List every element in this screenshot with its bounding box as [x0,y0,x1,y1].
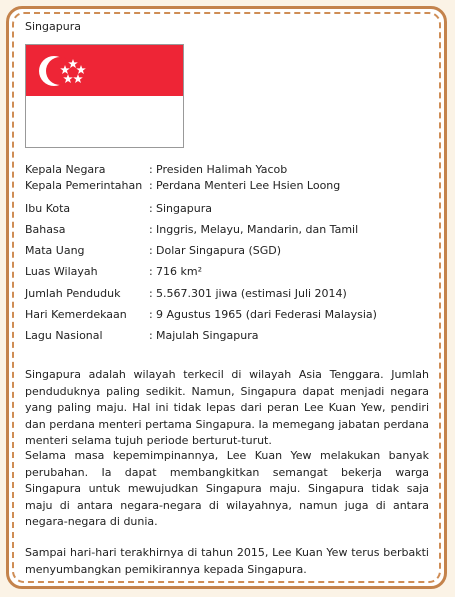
fact-separator: : [149,329,153,342]
fact-key: Ibu Kota [25,202,71,215]
fact-separator: : [149,179,153,192]
country-title: Singapura [25,20,81,33]
fact-value: Inggris, Melayu, Mandarin, dan Tamil [156,223,359,236]
fact-key: Luas Wilayah [25,265,98,278]
fact-separator: : [149,163,153,176]
paragraph-legacy: Sampai hari-hari terakhirnya di tahun 2015, Lee Kuan Yew terus berbakti menyumbangkan pemikirannya kepada Singapura. [25,546,429,576]
fact-value: 716 km² [156,265,202,278]
fact-key: Kepala Negara [25,163,106,176]
fact-key: Kepala Pemerintahan [25,179,143,192]
fact-value: 5.567.301 jiwa (estimasi Juli 2014) [156,287,347,300]
fact-separator: : [149,244,153,257]
fact-key: Lagu Nasional [25,329,103,342]
fact-key: Hari Kemerdekaan [25,308,127,321]
fact-separator: : [149,223,153,236]
fact-value: 9 Agustus 1965 (dari Federasi Malaysia) [156,308,377,321]
paragraph-intro: Singapura adalah wilayah terkecil di wilayah Asia Tenggara. Jumlah penduduknya paling sedikit. Namun, Singapura dapat menjadi negara yang paling maju. Hal ini tidak lepas dari peran Lee Kuan Yew, pendiri dan perdana menteri pertama Singapura. Ia memegang jabatan perdana menteri selama tujuh periode berturut-turut. [25,368,429,447]
fact-value: Singapura [156,202,212,215]
singapore-flag [25,44,184,148]
fact-separator: : [149,265,153,278]
crescent-stars-icon [26,45,184,148]
fact-separator: : [149,308,153,321]
fact-value: Presiden Halimah Yacob [156,163,288,176]
fact-key: Mata Uang [25,244,85,257]
fact-key: Bahasa [25,223,66,236]
paragraph-leadership: Selama masa kepemimpinannya, Lee Kuan Yew melakukan banyak perubahan. Ia dapat membangkitkan semangat bekerja warga Singapura untuk mewujudkan Singapura maju. Singapura tidak saja maju di antara negara-negara di wilayahnya, namun juga di antara negara-negara di dunia. [25,449,429,528]
fact-value: Majulah Singapura [156,329,259,342]
fact-key: Jumlah Penduduk [25,287,121,300]
fact-value: Perdana Menteri Lee Hsien Loong [156,179,341,192]
fact-separator: : [149,287,153,300]
fact-value: Dolar Singapura (SGD) [156,244,282,257]
fact-separator: : [149,202,153,215]
